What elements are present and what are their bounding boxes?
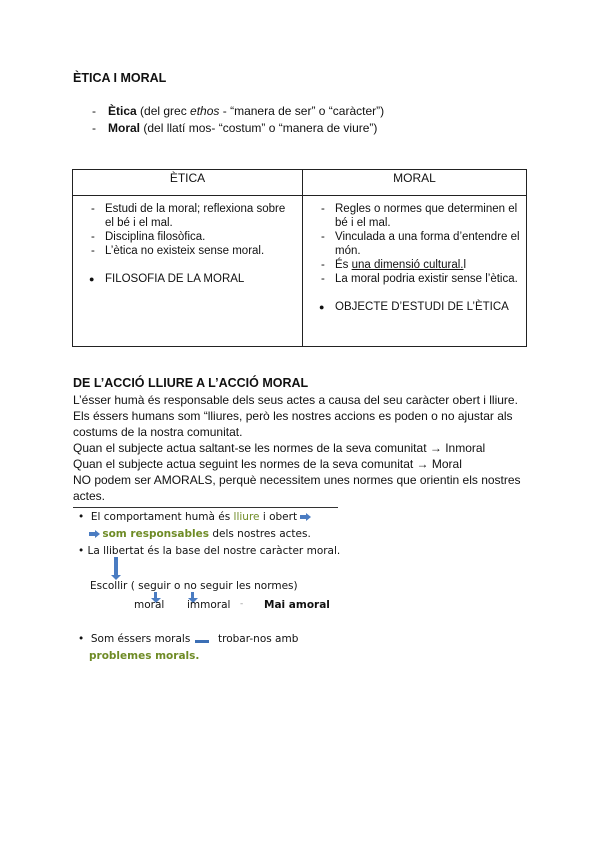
dot-separator: - (240, 599, 244, 609)
etica-item: - L’ètica no existeix sense moral. (85, 244, 296, 258)
word-immoral: immoral (187, 599, 231, 611)
paragraph: NO podem ser AMORALS, perquè necessitem unes normes que orientin els nostres actes. (73, 473, 521, 503)
moral-item: - La moral podria existir sense l’ètica. (315, 272, 520, 286)
word-mai-amoral: Mai amoral (264, 599, 330, 611)
note-line-6: problemes morals. (89, 650, 200, 662)
dash-arrow-icon (195, 640, 209, 643)
header-moral: MORAL (303, 170, 527, 196)
section-title: DE L’ACCIÓ LLIURE A L’ACCIÓ MORAL (73, 376, 309, 390)
arrow-down-icon (191, 592, 194, 598)
note-line-3: • La llibertat és la base del nostre caràcter moral. (78, 545, 341, 557)
moral-item: - Vinculada a una forma d’entendre el món. (315, 230, 520, 258)
definition-moral: - Moral (del llatí mos- “costum” o “manera de viure”) (92, 120, 384, 137)
etica-bullet: ● FILOSOFIA DE LA MORAL (85, 272, 296, 286)
moral-item: - Regles o normes que determinen el bé i el mal. (315, 202, 520, 230)
paragraph: Els éssers humans som “lliures, però les nostres accions es poden o no ajustar als costums de la nostra comunitat. (73, 409, 513, 439)
arrow-right-icon (89, 531, 99, 537)
arrow-down-icon (154, 592, 157, 598)
arrow-right-icon (300, 514, 310, 520)
paragraph: L’ésser humà és responsable dels seus actes a causa del seu caràcter obert i lliure. (73, 393, 518, 407)
body-text (73, 392, 533, 504)
moral-item-underlined: - És una dimensió cultural.l (315, 258, 520, 272)
word-moral: moral (134, 599, 165, 611)
moral-bullet: ● OBJECTE D’ESTUDI DE L’ÈTICA (315, 300, 520, 314)
header-etica: ÈTICA (73, 170, 303, 196)
note-line-5: • Som éssers morals (78, 633, 191, 645)
paragraph: Quan el subjecte actua saltant-se les normes de la seva comunitat → Inmoral (73, 441, 486, 455)
comparison-table (72, 169, 527, 347)
note-line-5-end: trobar-nos amb (218, 633, 299, 645)
cell-moral (303, 196, 527, 347)
etica-item: - Estudi de la moral; reflexiona sobre el bé i el mal. (85, 202, 296, 230)
divider (73, 507, 338, 508)
page-title: ÈTICA I MORAL (73, 71, 167, 85)
etica-item: - Disciplina filosòfica. (85, 230, 296, 244)
paragraph: Quan el subjecte actua seguint les normes de la seva comunitat → Moral (73, 457, 462, 471)
definitions-list (92, 103, 384, 137)
note-line-1: • El comportament humà és lliure i obert (78, 511, 310, 523)
definition-etica: - Ètica (del grec ethos - “manera de ser” o “caràcter”) (92, 103, 384, 120)
note-line-2: som responsables dels nostres actes. (89, 528, 311, 540)
cell-etica (73, 196, 303, 347)
note-choose: Escollir ( seguir o no seguir les normes) (90, 580, 298, 592)
arrow-down-icon (114, 557, 118, 575)
